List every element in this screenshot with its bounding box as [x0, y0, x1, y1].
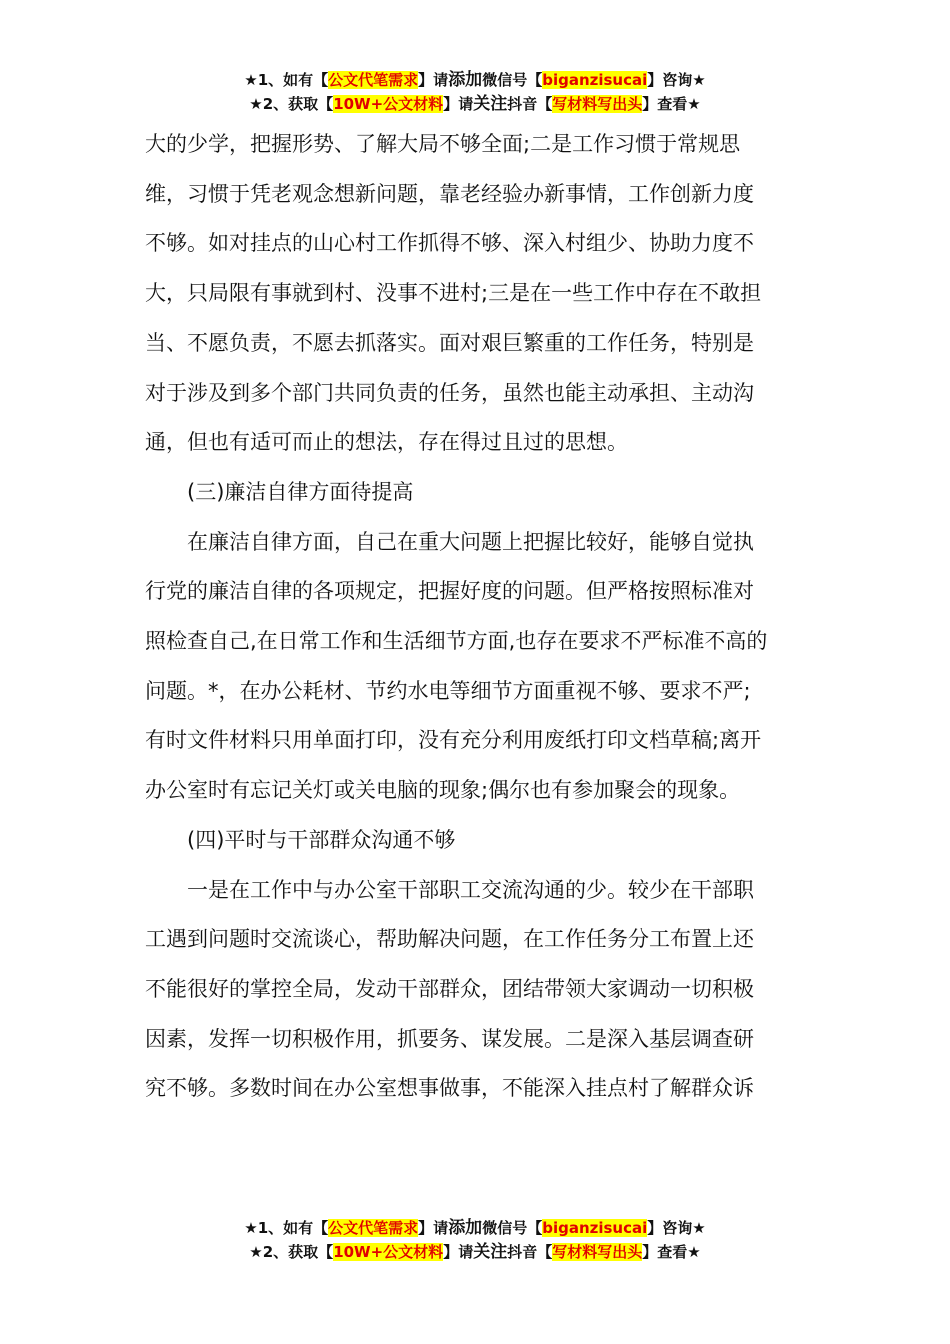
text-line: 问题。*，在办公耗材、节约水电等细节方面重视不够、要求不严; — [145, 678, 751, 703]
text-line: 照检查自己,在日常工作和生活细节方面,也存在要求不严标准不高的 — [145, 629, 768, 654]
text-line: 究不够。多数时间在办公室想事做事，不能深入挂点村了解群众诉 — [145, 1076, 754, 1101]
banner-line-2 — [0, 1240, 950, 1264]
text-line: 一是在工作中与办公室干部职工交流沟通的少。较少在干部职 — [187, 877, 754, 902]
banner-text: 】请 — [418, 71, 449, 89]
banner-text: 】咨询★ — [647, 1219, 706, 1237]
paragraph — [145, 518, 810, 568]
text-line: 在廉洁自律方面，自己在重大问题上把握比较好，能够自觉执 — [187, 529, 754, 554]
banner-text: 】咨询★ — [647, 71, 706, 89]
paragraph-continued — [145, 567, 810, 816]
paragraph — [145, 120, 810, 468]
banner-text: 】查看★ — [642, 95, 701, 113]
text-line: 办公室时有忘记关灯或关电脑的现象;偶尔也有参加聚会的现象。 — [145, 778, 741, 803]
text-line: 对于涉及到多个部门共同负责的任务，虽然也能主动承担、主动沟 — [145, 380, 754, 405]
text-line: 不能很好的掌控全局，发动干部群众，团结带领大家调动一切积极 — [145, 976, 754, 1001]
banner-text: ★2、获取【 — [249, 95, 334, 113]
paragraph-continued — [145, 915, 810, 1114]
highlight-text: biganzisucai — [542, 1219, 648, 1237]
text-line: 因素，发挥一切积极作用，抓要务、谋发展。二是深入基层调查研 — [145, 1026, 754, 1051]
banner-text: 微信号【 — [482, 71, 543, 89]
emphasis-text: 关注 — [473, 94, 508, 114]
text-line: 维，习惯于凭老观念想新问题，靠老经验办新事情，工作创新力度 — [145, 181, 754, 206]
banner-line-1 — [0, 1216, 950, 1240]
paragraph — [145, 866, 810, 916]
banner-text: 】查看★ — [642, 1243, 701, 1261]
document-body — [145, 120, 810, 1114]
emphasis-text: 添加 — [448, 1218, 483, 1238]
highlight-text: 10W+公文材料 — [333, 95, 444, 113]
highlight-text: 公文代笔需求 — [328, 1219, 419, 1237]
emphasis-text: 关注 — [473, 1242, 508, 1262]
banner-text: ★1、如有【 — [244, 1219, 329, 1237]
text-line: 通，但也有适可而止的想法，存在得过且过的思想。 — [145, 430, 628, 455]
banner-line-1 — [0, 68, 950, 92]
bottom-banner — [0, 1216, 950, 1264]
section-heading — [145, 468, 810, 518]
banner-text: ★1、如有【 — [244, 71, 329, 89]
text-line: 大，只局限有事就到村、没事不进村;三是在一些工作中存在不敢担 — [145, 281, 762, 306]
heading-text: (四)平时与干部群众沟通不够 — [187, 827, 456, 852]
text-line: 工遇到问题时交流谈心，帮助解决问题，在工作任务分工布置上还 — [145, 927, 754, 952]
text-line: 有时文件材料只用单面打印，没有充分利用废纸打印文档草稿;离开 — [145, 728, 762, 753]
highlight-text: 公文代笔需求 — [328, 71, 419, 89]
emphasis-text: 添加 — [448, 70, 483, 90]
highlight-text: biganzisucai — [542, 71, 648, 89]
banner-text: 抖音【 — [507, 95, 553, 113]
text-line: 大的少学，把握形势、了解大局不够全面;二是工作习惯于常规思 — [145, 132, 741, 156]
banner-text: ★2、获取【 — [249, 1243, 334, 1261]
heading-text: (三)廉洁自律方面待提高 — [187, 479, 414, 504]
banner-text: 】请 — [443, 1243, 474, 1261]
text-line: 行党的廉洁自律的各项规定，把握好度的问题。但严格按照标准对 — [145, 579, 754, 604]
highlight-text: 写材料写出头 — [552, 95, 643, 113]
highlight-text: 写材料写出头 — [552, 1243, 643, 1261]
banner-text: 抖音【 — [507, 1243, 553, 1261]
section-heading — [145, 816, 810, 866]
highlight-text: 10W+公文材料 — [333, 1243, 444, 1261]
text-line: 当、不愿负责，不愿去抓落实。面对艰巨繁重的工作任务，特别是 — [145, 330, 754, 355]
banner-text: 】请 — [418, 1219, 449, 1237]
top-banner — [0, 68, 950, 116]
banner-text: 微信号【 — [482, 1219, 543, 1237]
banner-line-2 — [0, 92, 950, 116]
text-line: 不够。如对挂点的山心村工作抓得不够、深入村组少、协助力度不 — [145, 231, 754, 256]
banner-text: 】请 — [443, 95, 474, 113]
